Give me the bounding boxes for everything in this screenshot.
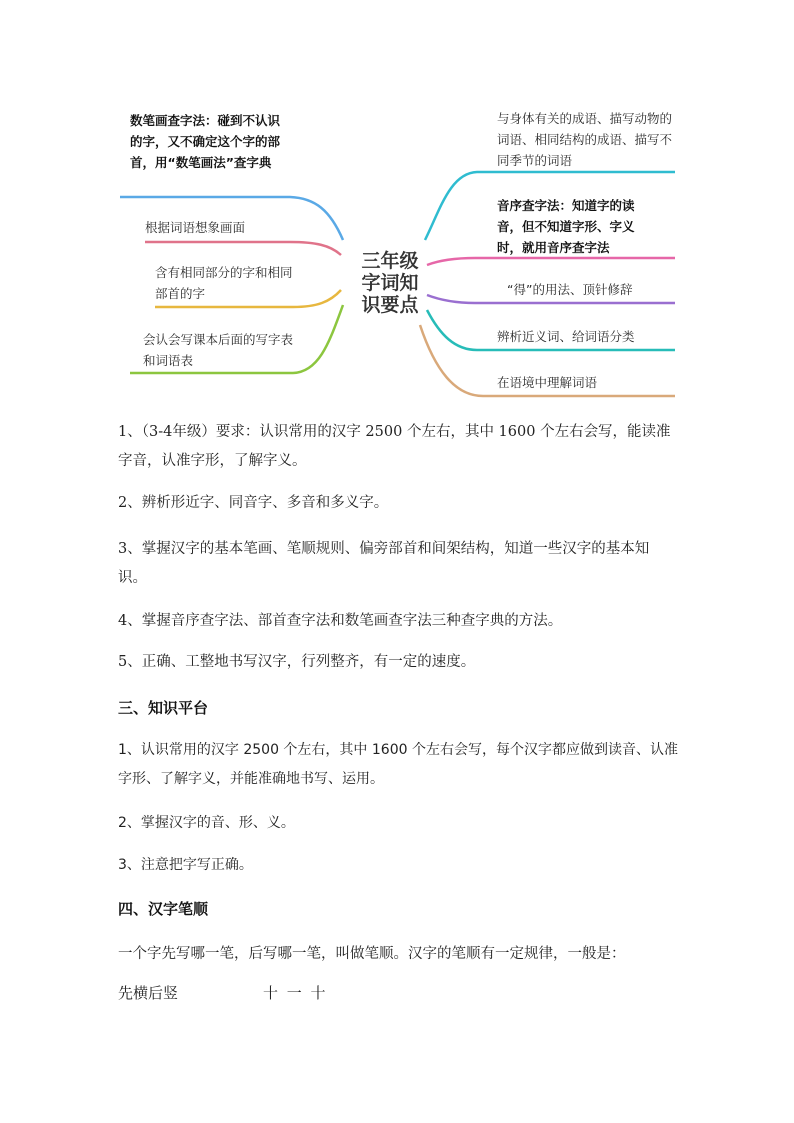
- right-branch-2-line: [427, 258, 675, 265]
- right-branch-3-label: “得”的用法、顶针修辞: [507, 282, 633, 297]
- paragraph-2: 2、辨析形近字、同音字、多音和多义字。: [118, 495, 389, 511]
- paragraph-5: 5、正确、工整地书写汉字，行列整齐，有一定的速度。: [118, 654, 476, 670]
- mind-map: [115, 100, 685, 400]
- section-3-item-2: 2、掌握汉字的音、形、义。: [118, 815, 295, 831]
- section-3-item-1: 1、认识常用的汉字 2500 个左右，其中 1600 个左右会写，每个汉字都应做到读音、认准字形、了解字义，并能准确地书写、运用。: [118, 742, 678, 787]
- section-4-intro: 一个字先写哪一笔，后写哪一笔，叫做笔顺。汉字的笔顺有一定规律，一般是：: [118, 946, 626, 962]
- stroke-rule-label: 先横后竖: [118, 984, 179, 1002]
- left-branch-2-line: [145, 242, 341, 255]
- right-branch-2-label: 音序查字法：知道字的读音，但不知道字形、字义时，就用音序查字法: [497, 198, 635, 255]
- left-branch-1-label: 数笔画查字法：碰到不认识的字，又不确定这个字的部首，用“数笔画法”查字典: [130, 113, 281, 170]
- section-4-heading: 四、汉字笔顺: [118, 900, 209, 918]
- stroke-rule-example: 十 一 十: [263, 984, 328, 1002]
- left-branch-3-label: 含有相同部分的字和相同部首的字: [155, 265, 293, 301]
- left-branch-2-label: 根据词语想象画面: [145, 220, 246, 235]
- stroke-order-rule: [118, 982, 328, 1003]
- section-3-heading: 三、知识平台: [118, 699, 209, 717]
- paragraph-4: 4、掌握音序查字法、部首查字法和数笔画查字法三种查字典的方法。: [118, 613, 563, 629]
- mind-map-center-title: 三年级字词知识要点: [361, 250, 419, 316]
- paragraph-3: 3、掌握汉字的基本笔画、笔顺规则、偏旁部首和间架结构，知道一些汉字的基本知识。: [118, 541, 650, 586]
- right-branch-1-label: 与身体有关的成语、描写动物的词语、相同结构的成语、描写不同季节的词语: [497, 111, 673, 168]
- right-branch-5-label: 在语境中理解词语: [497, 375, 598, 390]
- left-branch-4-label: 会认会写课本后面的写字表和词语表: [143, 332, 294, 368]
- right-branch-4-label: 辨析近义词、给词语分类: [497, 329, 635, 344]
- section-3-item-3: 3、注意把字写正确。: [118, 857, 253, 873]
- paragraph-1: 1、（3-4年级）要求：认识常用的汉字 2500 个左右，其中 1600 个左右会写，能读准字音，认准字形，了解字义。: [118, 424, 671, 469]
